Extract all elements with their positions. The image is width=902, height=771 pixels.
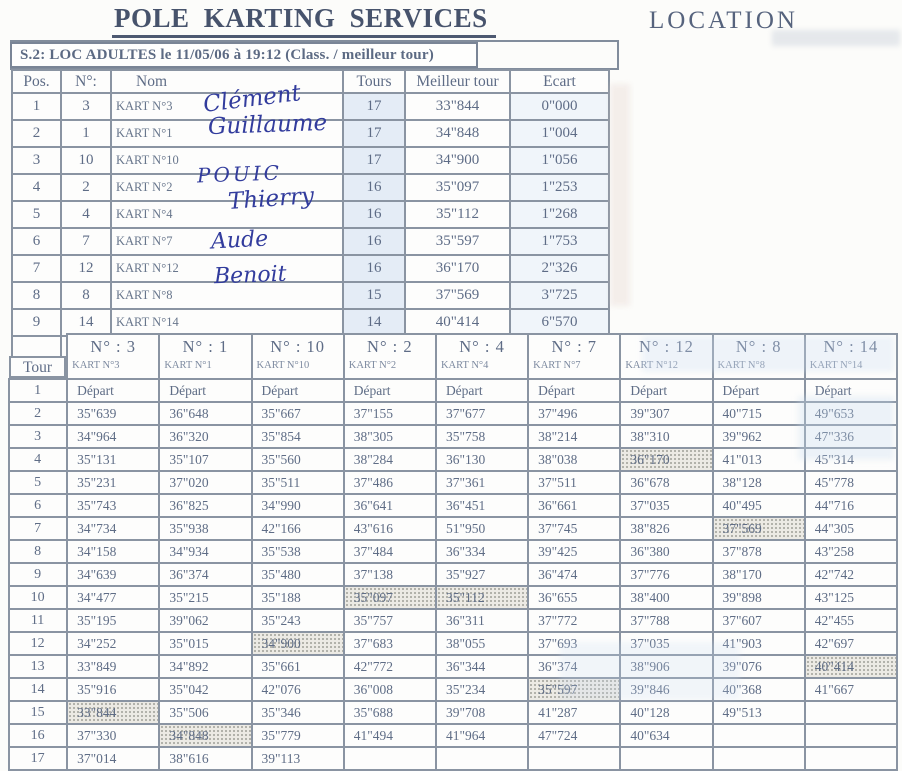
tour-number: 17 bbox=[9, 747, 67, 770]
tour-number: 8 bbox=[9, 540, 67, 563]
lap-time: 36"380 bbox=[620, 540, 712, 563]
laps-kart-header bbox=[159, 334, 251, 379]
lap-time: 37"496 bbox=[528, 402, 620, 425]
lap-time: 42"455 bbox=[805, 609, 897, 632]
standings-row bbox=[12, 120, 609, 147]
kart-name-label: KART N°10 bbox=[256, 360, 310, 371]
lap-time: 35"131 bbox=[67, 448, 159, 471]
handwritten-name: Benoit bbox=[213, 261, 287, 290]
lap-time: Départ bbox=[620, 379, 712, 402]
standings-row bbox=[12, 309, 609, 336]
standings-cell-ecart: 2"326 bbox=[510, 255, 609, 282]
lap-time: 39"962 bbox=[713, 425, 805, 448]
standings-cell-kart: KART N°1 bbox=[111, 120, 343, 147]
lap-time: 36"648 bbox=[159, 402, 251, 425]
lap-time: 36"130 bbox=[436, 448, 528, 471]
tour-number: 10 bbox=[9, 586, 67, 609]
lap-time: 37"511 bbox=[528, 471, 620, 494]
lap-time-best: 36"170 bbox=[620, 448, 712, 471]
lap-time: 34"477 bbox=[67, 586, 159, 609]
lap-time: Départ bbox=[713, 379, 805, 402]
lap-time: 36"311 bbox=[436, 609, 528, 632]
laps-row bbox=[9, 425, 897, 448]
lap-time: 35"215 bbox=[159, 586, 251, 609]
lap-time: 34"990 bbox=[252, 494, 344, 517]
lap-time: 39"708 bbox=[436, 701, 528, 724]
lap-time: 37"776 bbox=[620, 563, 712, 586]
standings-cell-num: 3 bbox=[61, 93, 111, 120]
lap-time: 35"015 bbox=[159, 632, 251, 655]
lap-time: 39"846 bbox=[620, 678, 712, 701]
lap-time-best: 35"112 bbox=[436, 586, 528, 609]
standings-cell-num: 2 bbox=[61, 174, 111, 201]
lap-time: 36"008 bbox=[344, 678, 436, 701]
handwritten-name: Guillaume bbox=[207, 109, 328, 141]
lap-time: 35"480 bbox=[252, 563, 344, 586]
lap-time: 39"425 bbox=[528, 540, 620, 563]
lap-time: 37"020 bbox=[159, 471, 251, 494]
standings-cell-ecart: 1"268 bbox=[510, 201, 609, 228]
standings-cell-ecart: 3"725 bbox=[510, 282, 609, 309]
standings-cell-tours: 16 bbox=[343, 228, 405, 255]
lap-time: 51"950 bbox=[436, 517, 528, 540]
handwritten-name: Aude bbox=[210, 226, 269, 255]
lap-time: 40"368 bbox=[713, 678, 805, 701]
lap-time: 37"788 bbox=[620, 609, 712, 632]
lap-time: 38"310 bbox=[620, 425, 712, 448]
lap-time: 40"128 bbox=[620, 701, 712, 724]
lap-time: 35"234 bbox=[436, 678, 528, 701]
lap-time-best: 35"097 bbox=[344, 586, 436, 609]
laps-body bbox=[9, 379, 897, 770]
standings-cell-kart: KART N°4 bbox=[111, 201, 343, 228]
laps-row bbox=[9, 517, 897, 540]
standings-cell-tours: 16 bbox=[343, 201, 405, 228]
lap-time: 41"964 bbox=[436, 724, 528, 747]
lap-time: 34"734 bbox=[67, 517, 159, 540]
lap-time: Départ bbox=[436, 379, 528, 402]
lap-time bbox=[620, 747, 712, 770]
standings-cell-tours: 16 bbox=[343, 255, 405, 282]
lap-time: 40"715 bbox=[713, 402, 805, 425]
laps-kart-header bbox=[67, 334, 159, 379]
laps-kart-header bbox=[436, 334, 528, 379]
standings-cell-ecart: 6"570 bbox=[510, 309, 609, 336]
lap-time: 37"138 bbox=[344, 563, 436, 586]
lap-time: 35"639 bbox=[67, 402, 159, 425]
tour-number: 5 bbox=[9, 471, 67, 494]
laps-kart-header bbox=[528, 334, 620, 379]
lap-time: 37"155 bbox=[344, 402, 436, 425]
lap-time: 41"494 bbox=[344, 724, 436, 747]
standings-cell-ecart: 1"004 bbox=[510, 120, 609, 147]
lap-time: 45"778 bbox=[805, 471, 897, 494]
standings-cell-num: 10 bbox=[61, 147, 111, 174]
lap-time-best: 34"848 bbox=[159, 724, 251, 747]
standings-cell-tours: 17 bbox=[343, 120, 405, 147]
lap-time: 38"400 bbox=[620, 586, 712, 609]
lap-time: Départ bbox=[159, 379, 251, 402]
kart-number-label: N° : 10 bbox=[270, 337, 326, 356]
lap-time: 38"170 bbox=[713, 563, 805, 586]
lap-time: 37"330 bbox=[67, 724, 159, 747]
tour-number: 16 bbox=[9, 724, 67, 747]
page-title: POLE KARTING SERVICES bbox=[112, 3, 496, 38]
lap-time: 34"892 bbox=[159, 655, 251, 678]
lap-time: 49"653 bbox=[805, 402, 897, 425]
standings-col-header: Tours bbox=[343, 70, 405, 93]
standings-cell-meilleur_tour: 34"848 bbox=[405, 120, 510, 147]
lap-time: 36"641 bbox=[344, 494, 436, 517]
lap-time: 34"964 bbox=[67, 425, 159, 448]
lap-time bbox=[713, 747, 805, 770]
kart-name-label: KART N°8 bbox=[717, 360, 765, 371]
lap-time: 35"538 bbox=[252, 540, 344, 563]
lap-time-best: 37"569 bbox=[713, 517, 805, 540]
standings-body bbox=[12, 93, 609, 363]
lap-time: 44"716 bbox=[805, 494, 897, 517]
tour-number: 2 bbox=[9, 402, 67, 425]
standings-cell-kart: KART N°14 bbox=[111, 309, 343, 336]
lap-time bbox=[805, 747, 897, 770]
standings-cell-tours: 17 bbox=[343, 93, 405, 120]
standings-cell-tours: 16 bbox=[343, 174, 405, 201]
standings-table bbox=[11, 69, 610, 364]
lap-time: 35"854 bbox=[252, 425, 344, 448]
standings-row bbox=[12, 282, 609, 309]
kart-number-label: N° : 12 bbox=[639, 337, 694, 356]
laps-row bbox=[9, 494, 897, 517]
lap-time: 35"758 bbox=[436, 425, 528, 448]
lap-time: 33"849 bbox=[67, 655, 159, 678]
location-label: LOCATION bbox=[649, 7, 798, 34]
scan-smudge bbox=[610, 84, 630, 306]
lap-time: 37"683 bbox=[344, 632, 436, 655]
lap-time: 34"934 bbox=[159, 540, 251, 563]
kart-number-label: N° : 3 bbox=[90, 337, 137, 356]
lap-time: 38"128 bbox=[713, 471, 805, 494]
lap-time: 39"898 bbox=[713, 586, 805, 609]
tour-number: 7 bbox=[9, 517, 67, 540]
lap-time: 42"772 bbox=[344, 655, 436, 678]
lap-time: Départ bbox=[67, 379, 159, 402]
lap-time: 37"772 bbox=[528, 609, 620, 632]
laps-row bbox=[9, 540, 897, 563]
handwritten-name: Clément bbox=[201, 80, 303, 118]
lap-time: 40"634 bbox=[620, 724, 712, 747]
standings-cell-pos: 8 bbox=[12, 282, 61, 309]
lap-time-best: 40"414 bbox=[805, 655, 897, 678]
lap-time: 36"474 bbox=[528, 563, 620, 586]
lap-time: 38"038 bbox=[528, 448, 620, 471]
lap-time: 39"113 bbox=[252, 747, 344, 770]
standings-cell-meilleur_tour: 36"170 bbox=[405, 255, 510, 282]
standings-cell-kart: KART N°12 bbox=[111, 255, 343, 282]
kart-name-label: KART N°12 bbox=[625, 360, 679, 371]
kart-number-label: N° : 7 bbox=[551, 337, 598, 356]
tour-number: 1 bbox=[9, 379, 67, 402]
lap-time: 37"607 bbox=[713, 609, 805, 632]
lap-time: 36"344 bbox=[436, 655, 528, 678]
standings-cell-num: 1 bbox=[61, 120, 111, 147]
laps-row bbox=[9, 448, 897, 471]
standings-row bbox=[12, 255, 609, 282]
laps-table bbox=[8, 333, 898, 771]
lap-time: 38"055 bbox=[436, 632, 528, 655]
standings-cell-meilleur_tour: 37"569 bbox=[405, 282, 510, 309]
lap-time: 41"287 bbox=[528, 701, 620, 724]
tour-number: 11 bbox=[9, 609, 67, 632]
kart-name-label: KART N°14 bbox=[809, 360, 863, 371]
laps-row bbox=[9, 747, 897, 770]
lap-time: 37"693 bbox=[528, 632, 620, 655]
standings-cell-num: 14 bbox=[61, 309, 111, 336]
lap-time: 35"661 bbox=[252, 655, 344, 678]
lap-time: 44"305 bbox=[805, 517, 897, 540]
lap-time: 36"678 bbox=[620, 471, 712, 494]
lap-time: 35"195 bbox=[67, 609, 159, 632]
lap-time: 35"511 bbox=[252, 471, 344, 494]
lap-time: 35"243 bbox=[252, 609, 344, 632]
laps-kart-header bbox=[805, 334, 897, 379]
lap-time-best: 35"597 bbox=[528, 678, 620, 701]
lap-time: 43"258 bbox=[805, 540, 897, 563]
lap-time: 34"158 bbox=[67, 540, 159, 563]
lap-time: 36"334 bbox=[436, 540, 528, 563]
lap-time: 42"742 bbox=[805, 563, 897, 586]
lap-time: 36"451 bbox=[436, 494, 528, 517]
lap-time: 39"076 bbox=[713, 655, 805, 678]
standings-cell-meilleur_tour: 34"900 bbox=[405, 147, 510, 174]
standings-cell-num: 7 bbox=[61, 228, 111, 255]
lap-time: 34"252 bbox=[67, 632, 159, 655]
lap-time: 35"743 bbox=[67, 494, 159, 517]
standings-row bbox=[12, 201, 609, 228]
lap-time bbox=[528, 747, 620, 770]
standings-row bbox=[12, 228, 609, 255]
standings-cell-kart: KART N°10 bbox=[111, 147, 343, 174]
lap-time: 37"035 bbox=[620, 632, 712, 655]
laps-corner-header bbox=[9, 334, 67, 379]
lap-time: 38"284 bbox=[344, 448, 436, 471]
standings-cell-pos: 4 bbox=[12, 174, 61, 201]
standings-cell-meilleur_tour: 40"414 bbox=[405, 309, 510, 336]
lap-time: 35"927 bbox=[436, 563, 528, 586]
lap-time: 37"014 bbox=[67, 747, 159, 770]
standings-cell-pos: 3 bbox=[12, 147, 61, 174]
lap-time: 35"346 bbox=[252, 701, 344, 724]
standings-row bbox=[12, 147, 609, 174]
tour-number: 4 bbox=[9, 448, 67, 471]
standings-cell-num: 4 bbox=[61, 201, 111, 228]
lap-time: 35"779 bbox=[252, 724, 344, 747]
lap-time: 42"697 bbox=[805, 632, 897, 655]
standings-cell-meilleur_tour: 33"844 bbox=[405, 93, 510, 120]
standings-cell-pos: 6 bbox=[12, 228, 61, 255]
lap-time: 39"062 bbox=[159, 609, 251, 632]
lap-time: 35"688 bbox=[344, 701, 436, 724]
lap-time: Départ bbox=[344, 379, 436, 402]
lap-time: 36"320 bbox=[159, 425, 251, 448]
lap-time bbox=[344, 747, 436, 770]
handwritten-name: POUIC bbox=[196, 160, 283, 188]
laps-row bbox=[9, 609, 897, 632]
tour-number: 9 bbox=[9, 563, 67, 586]
laps-row bbox=[9, 655, 897, 678]
lap-time: 43"125 bbox=[805, 586, 897, 609]
lap-time: 40"495 bbox=[713, 494, 805, 517]
standings-cell-meilleur_tour: 35"097 bbox=[405, 174, 510, 201]
laps-row bbox=[9, 563, 897, 586]
standings-cell-meilleur_tour: 35"112 bbox=[405, 201, 510, 228]
lap-time: Départ bbox=[528, 379, 620, 402]
kart-number-label: N° : 2 bbox=[367, 337, 413, 356]
lap-time: 38"305 bbox=[344, 425, 436, 448]
lap-time: 42"166 bbox=[252, 517, 344, 540]
standings-cell-kart: KART N°8 bbox=[111, 282, 343, 309]
laps-kart-header bbox=[252, 334, 344, 379]
lap-time: 41"013 bbox=[713, 448, 805, 471]
lap-time: 47"336 bbox=[805, 425, 897, 448]
lap-time: 37"484 bbox=[344, 540, 436, 563]
standings-cell-tours: 14 bbox=[343, 309, 405, 336]
lap-time-best: 34"900 bbox=[252, 632, 344, 655]
lap-time: 35"231 bbox=[67, 471, 159, 494]
lap-time: 47"724 bbox=[528, 724, 620, 747]
lap-time: 36"661 bbox=[528, 494, 620, 517]
standings-cell-kart: KART N°7 bbox=[111, 228, 343, 255]
lap-time: 38"616 bbox=[159, 747, 251, 770]
laps-row bbox=[9, 379, 897, 402]
standings-cell-ecart: 0"000 bbox=[510, 93, 609, 120]
lap-time: 38"906 bbox=[620, 655, 712, 678]
laps-row bbox=[9, 471, 897, 494]
standings-col-header: Nom bbox=[111, 70, 343, 93]
lap-time: 35"107 bbox=[159, 448, 251, 471]
lap-time: 37"745 bbox=[528, 517, 620, 540]
standings-col-header: Ecart bbox=[510, 70, 609, 93]
lap-time: 38"214 bbox=[528, 425, 620, 448]
standings-cell-kart: KART N°3 bbox=[111, 93, 343, 120]
lap-time-best: 33"844 bbox=[67, 701, 159, 724]
kart-number-label: N° : 8 bbox=[735, 337, 782, 356]
lap-time: 35"667 bbox=[252, 402, 344, 425]
tour-number: 3 bbox=[9, 425, 67, 448]
lap-time: Départ bbox=[805, 379, 897, 402]
laps-row bbox=[9, 632, 897, 655]
kart-name-label: KART N°2 bbox=[348, 360, 397, 371]
standings-col-header: Meilleur tour bbox=[405, 70, 510, 93]
kart-number-label: N° : 1 bbox=[182, 337, 229, 356]
standings-row bbox=[12, 93, 609, 120]
standings-cell-pos: 1 bbox=[12, 93, 61, 120]
lap-time: 36"825 bbox=[159, 494, 251, 517]
standings-cell-pos: 7 bbox=[12, 255, 61, 282]
standings-cell-num: 12 bbox=[61, 255, 111, 282]
lap-time: 37"361 bbox=[436, 471, 528, 494]
lap-time bbox=[436, 747, 528, 770]
lap-time: 42"076 bbox=[252, 678, 344, 701]
tour-number: 14 bbox=[9, 678, 67, 701]
lap-time: 43"616 bbox=[344, 517, 436, 540]
lap-time: 35"916 bbox=[67, 678, 159, 701]
laps-kart-header bbox=[344, 334, 436, 379]
standings-row bbox=[12, 174, 609, 201]
laps-row bbox=[9, 586, 897, 609]
tour-number: 6 bbox=[9, 494, 67, 517]
standings-cell-tours: 15 bbox=[343, 282, 405, 309]
standings-cell-meilleur_tour: 35"597 bbox=[405, 228, 510, 255]
kart-name-label: KART N°4 bbox=[440, 360, 489, 371]
standings-cell-ecart: 1"056 bbox=[510, 147, 609, 174]
standings-header bbox=[12, 70, 609, 93]
lap-time: 35"757 bbox=[344, 609, 436, 632]
lap-time: 35"042 bbox=[159, 678, 251, 701]
lap-time: 37"035 bbox=[620, 494, 712, 517]
lap-time: 38"826 bbox=[620, 517, 712, 540]
lap-time: 41"903 bbox=[713, 632, 805, 655]
kart-number-label: N° : 14 bbox=[823, 337, 879, 356]
lap-time: 36"655 bbox=[528, 586, 620, 609]
handwritten-name: Thierry bbox=[227, 183, 315, 215]
standings-cell-kart: KART N°2 bbox=[111, 174, 343, 201]
lap-time: 37"878 bbox=[713, 540, 805, 563]
lap-time bbox=[805, 701, 897, 724]
standings-cell-pos: 2 bbox=[12, 120, 61, 147]
session-label: S.2: LOC ADULTES le 11/05/06 à 19:12 (Class. / meilleur tour) bbox=[10, 42, 478, 68]
standings-cell-ecart: 1"253 bbox=[510, 174, 609, 201]
laps-kart-header bbox=[620, 334, 712, 379]
laps-row bbox=[9, 701, 897, 724]
kart-name-label: KART N°3 bbox=[72, 360, 120, 371]
standings-col-header: N°: bbox=[61, 70, 111, 93]
kart-name-label: KART N°7 bbox=[533, 360, 581, 371]
lap-time: 34"639 bbox=[67, 563, 159, 586]
lap-time: 35"938 bbox=[159, 517, 251, 540]
tour-number: 12 bbox=[9, 632, 67, 655]
lap-time: 37"677 bbox=[436, 402, 528, 425]
tour-number: 15 bbox=[9, 701, 67, 724]
lap-time: 41"667 bbox=[805, 678, 897, 701]
lap-time: Départ bbox=[252, 379, 344, 402]
standings-cell-tours: 17 bbox=[343, 147, 405, 174]
standings-cell-pos: 9 bbox=[12, 309, 61, 336]
laps-header bbox=[9, 334, 897, 379]
lap-time: 36"374 bbox=[159, 563, 251, 586]
standings-cell-pos: 5 bbox=[12, 201, 61, 228]
standings-col-header: Pos. bbox=[12, 70, 61, 93]
tour-label: Tour bbox=[9, 356, 66, 378]
laps-row bbox=[9, 402, 897, 425]
tour-number: 13 bbox=[9, 655, 67, 678]
lap-time: 35"188 bbox=[252, 586, 344, 609]
lap-time: 45"314 bbox=[805, 448, 897, 471]
laps-kart-header bbox=[713, 334, 805, 379]
lap-time: 36"374 bbox=[528, 655, 620, 678]
kart-name-label: KART N°1 bbox=[164, 360, 212, 371]
lap-time: 37"486 bbox=[344, 471, 436, 494]
laps-row bbox=[9, 678, 897, 701]
lap-time: 35"506 bbox=[159, 701, 251, 724]
lap-time: 49"513 bbox=[713, 701, 805, 724]
lap-time: 35"560 bbox=[252, 448, 344, 471]
lap-time: 39"307 bbox=[620, 402, 712, 425]
standings-cell-ecart: 1"753 bbox=[510, 228, 609, 255]
kart-number-label: N° : 4 bbox=[459, 337, 505, 356]
standings-cell-num: 8 bbox=[61, 282, 111, 309]
